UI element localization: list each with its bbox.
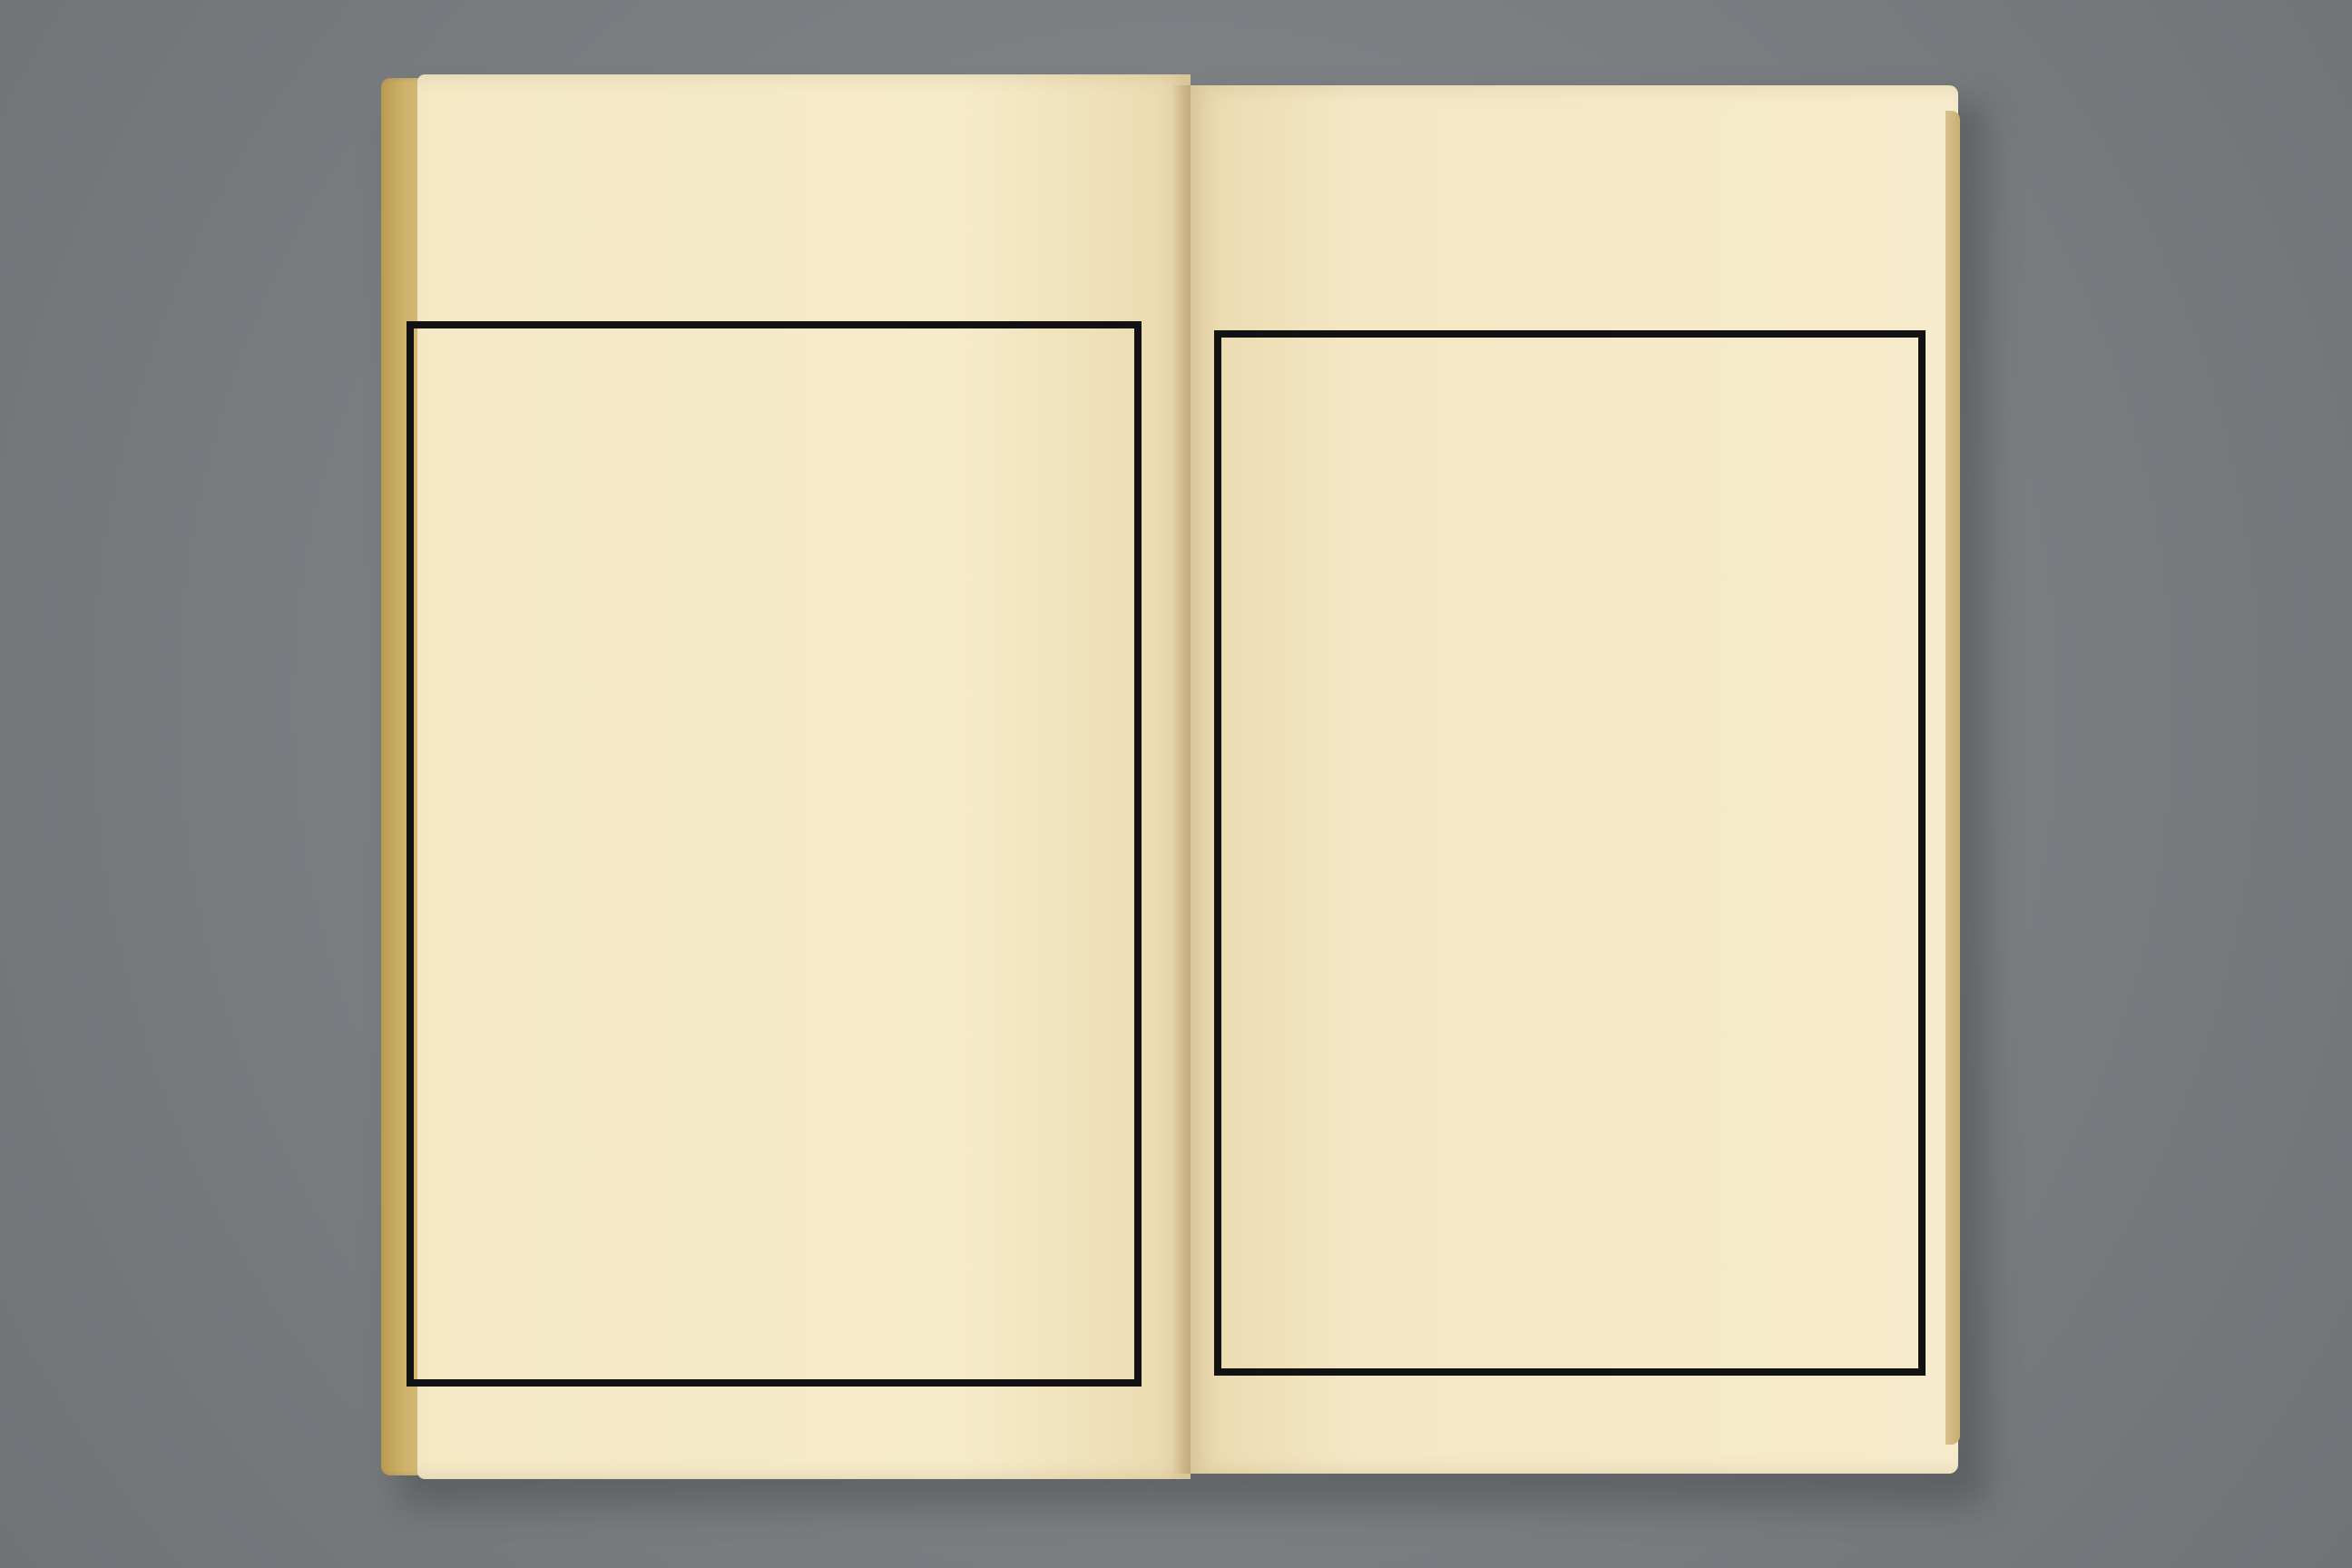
right-page-text-area xyxy=(2030,167,2352,1465)
left-page-border-frame xyxy=(407,321,1142,1387)
open-book xyxy=(381,74,1960,1485)
right-page-border-frame xyxy=(1214,330,1926,1376)
right-page-edge xyxy=(1945,111,1960,1445)
